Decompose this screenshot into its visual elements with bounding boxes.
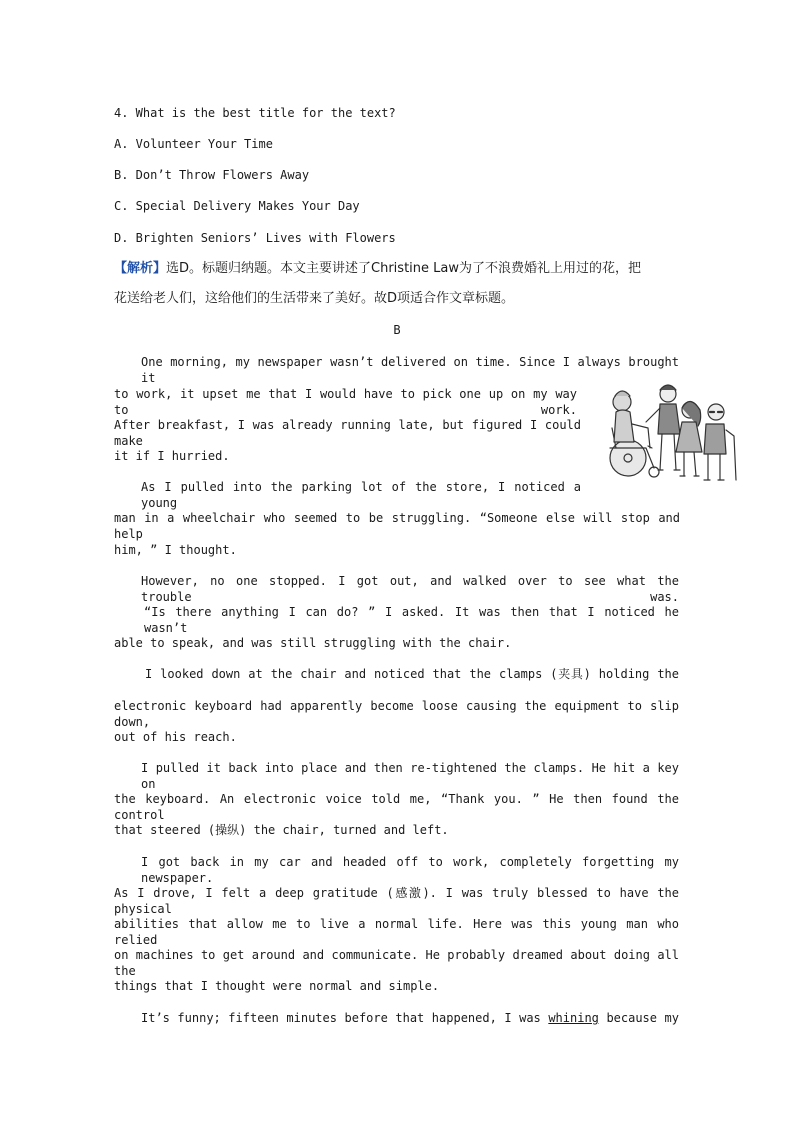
- passage-line: After breakfast, I was already running late, but figured I could make: [114, 418, 581, 448]
- passage-line: [141, 1010, 679, 1026]
- analysis-line-1: [114, 261, 641, 277]
- passage-line: able to speak, and was still struggling with the chair.: [114, 636, 512, 650]
- passage-line: on machines to get around and communicate. He probably dreamed about doing all the: [114, 948, 679, 978]
- passage-line: electronic keyboard had apparently become loose causing the equipment to slip down,: [114, 699, 679, 729]
- option-a: A. Volunteer Your Time: [114, 137, 273, 151]
- option-c: C. Special Delivery Makes Your Day: [114, 199, 360, 213]
- passage-line: the keyboard. An electronic voice told me, “Thank you. ” He then found the control: [114, 792, 679, 822]
- passage-line: things that I thought were normal and simple.: [114, 979, 440, 993]
- passage-line: “Is there anything I can do? ” I asked. It was then that I noticed he wasn’t: [144, 605, 679, 635]
- people-with-wheelchair-illustration: [602, 380, 738, 492]
- analysis-text-1: 选D。标题归纳题。本文主要讲述了Christine Law为了不浪费婚礼上用过的花，把: [166, 261, 641, 276]
- passage-text: because my: [606, 1011, 679, 1025]
- passage-line: I got back in my car and headed off to work, completely forgetting my newspaper.: [141, 855, 679, 885]
- underlined-word: whining: [548, 1011, 599, 1025]
- passage-line: out of his reach.: [114, 730, 237, 744]
- passage-line: As I drove, I felt a deep gratitude (感激). I was truly blessed to have the physical: [114, 886, 679, 916]
- passage-line: that steered (操纵) the chair, turned and left.: [114, 823, 449, 837]
- option-b: B. Don’t Throw Flowers Away: [114, 168, 310, 182]
- analysis-tag: 【解析】: [114, 261, 167, 276]
- passage-line: man in a wheelchair who seemed to be struggling. “Someone else will stop and help: [114, 511, 680, 541]
- passage-text: It’s funny; fifteen minutes before that happened, I was: [141, 1011, 541, 1025]
- passage-line: him, ” I thought.: [114, 543, 237, 557]
- passage-line: it if I hurried.: [114, 449, 230, 463]
- passage-line: I looked down at the chair and noticed that the clamps (夹具) holding the: [145, 667, 679, 681]
- passage-line: abilities that allow me to live a normal life. Here was this young man who relied: [114, 917, 679, 947]
- passage-line: However, no one stopped. I got out, and walked over to see what the trouble was.: [141, 574, 679, 604]
- section-label: B: [393, 323, 401, 337]
- passage-line: I pulled it back into place and then re-tightened the clamps. He hit a key on: [141, 761, 679, 791]
- analysis-line-2: 花送给老人们，这给他们的生活带来了美好。故D项适合作文章标题。: [114, 291, 515, 306]
- passage-line: to work, it upset me that I would have to pick one up on my way to work.: [114, 387, 577, 417]
- passage-line: As I pulled into the parking lot of the store, I noticed a young: [141, 480, 581, 510]
- option-d: D. Brighten Seniors’ Lives with Flowers: [114, 231, 396, 245]
- passage-line: One morning, my newspaper wasn’t delivered on time. Since I always brought it: [141, 355, 679, 385]
- question-stem: 4. What is the best title for the text?: [114, 106, 396, 120]
